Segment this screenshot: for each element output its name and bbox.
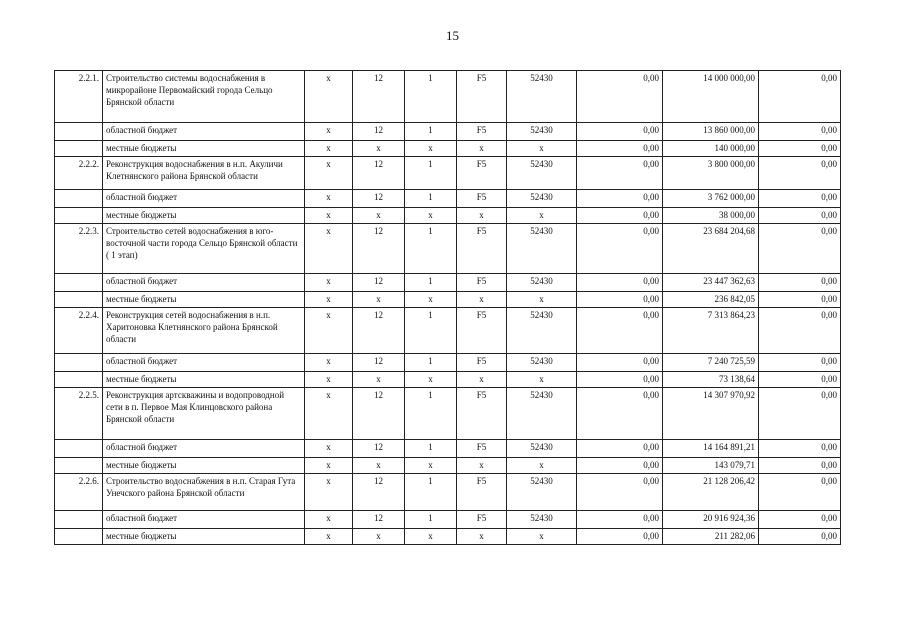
cell-code-5: 52430 — [507, 190, 577, 208]
budget-table-container — [54, 70, 840, 545]
cell-amount-3: 0,00 — [759, 372, 841, 388]
cell-code-2: 12 — [353, 511, 405, 529]
cell-code-3: x — [405, 458, 457, 474]
cell-code-3: x — [405, 208, 457, 224]
cell-amount-2: 143 079,71 — [663, 458, 759, 474]
cell-item-number: 2.2.2. — [55, 157, 103, 190]
cell-amount-1: 0,00 — [577, 123, 663, 141]
cell-amount-2: 13 860 000,00 — [663, 123, 759, 141]
cell-code-5: 52430 — [507, 440, 577, 458]
cell-amount-3: 0,00 — [759, 474, 841, 511]
cell-code-2: 12 — [353, 157, 405, 190]
cell-item-number — [55, 190, 103, 208]
cell-code-5: x — [507, 141, 577, 157]
cell-code-4: F5 — [457, 190, 507, 208]
table-row — [55, 224, 841, 274]
cell-code-1: x — [305, 190, 353, 208]
cell-amount-2: 236 842,05 — [663, 292, 759, 308]
cell-code-4: x — [457, 372, 507, 388]
cell-item-name: Строительство сетей водоснабжения в юго-восточной части города Сельцо Брянской области ( 1 этап) — [103, 224, 305, 274]
cell-item-name: местные бюджеты — [103, 529, 305, 545]
cell-code-3: 1 — [405, 190, 457, 208]
cell-amount-1: 0,00 — [577, 308, 663, 354]
cell-code-3: x — [405, 292, 457, 308]
cell-code-4: x — [457, 292, 507, 308]
table-row — [55, 308, 841, 354]
cell-amount-2: 20 916 924,36 — [663, 511, 759, 529]
cell-code-3: 1 — [405, 157, 457, 190]
cell-code-4: F5 — [457, 474, 507, 511]
cell-item-number: 2.2.4. — [55, 308, 103, 354]
cell-amount-1: 0,00 — [577, 388, 663, 440]
cell-amount-1: 0,00 — [577, 372, 663, 388]
cell-amount-3: 0,00 — [759, 292, 841, 308]
cell-amount-1: 0,00 — [577, 224, 663, 274]
cell-code-4: F5 — [457, 157, 507, 190]
cell-code-4: F5 — [457, 123, 507, 141]
cell-amount-2: 7 240 725,59 — [663, 354, 759, 372]
cell-item-number — [55, 440, 103, 458]
cell-code-2: 12 — [353, 71, 405, 123]
cell-code-2: x — [353, 529, 405, 545]
cell-amount-2: 38 000,00 — [663, 208, 759, 224]
cell-item-number: 2.2.1. — [55, 71, 103, 123]
table-row — [55, 292, 841, 308]
cell-amount-3: 0,00 — [759, 224, 841, 274]
cell-item-name: местные бюджеты — [103, 208, 305, 224]
cell-code-3: 1 — [405, 308, 457, 354]
table-row — [55, 388, 841, 440]
cell-amount-1: 0,00 — [577, 474, 663, 511]
cell-item-name: Реконструкция сетей водоснабжения в н.п. Харитоновка Клетнянского района Брянской области — [103, 308, 305, 354]
cell-amount-2: 14 000 000,00 — [663, 71, 759, 123]
table-row — [55, 529, 841, 545]
table-row — [55, 141, 841, 157]
cell-code-2: x — [353, 208, 405, 224]
cell-item-name: областной бюджет — [103, 511, 305, 529]
cell-code-4: x — [457, 141, 507, 157]
cell-code-3: 1 — [405, 440, 457, 458]
cell-code-4: F5 — [457, 308, 507, 354]
table-row — [55, 190, 841, 208]
cell-code-1: x — [305, 71, 353, 123]
cell-amount-2: 3 800 000,00 — [663, 157, 759, 190]
cell-code-2: 12 — [353, 224, 405, 274]
cell-code-1: x — [305, 308, 353, 354]
cell-amount-1: 0,00 — [577, 440, 663, 458]
cell-item-name: местные бюджеты — [103, 458, 305, 474]
cell-amount-3: 0,00 — [759, 141, 841, 157]
cell-amount-1: 0,00 — [577, 157, 663, 190]
cell-amount-1: 0,00 — [577, 274, 663, 292]
cell-code-5: x — [507, 529, 577, 545]
cell-item-number — [55, 208, 103, 224]
cell-code-5: 52430 — [507, 354, 577, 372]
cell-code-5: 52430 — [507, 123, 577, 141]
cell-code-3: 1 — [405, 71, 457, 123]
cell-item-number: 2.2.3. — [55, 224, 103, 274]
cell-item-name: Строительство системы водоснабжения в микрорайоне Первомайский города Сельцо Брянской области — [103, 71, 305, 123]
cell-amount-1: 0,00 — [577, 71, 663, 123]
cell-code-2: x — [353, 372, 405, 388]
cell-item-number: 2.2.5. — [55, 388, 103, 440]
cell-item-name: местные бюджеты — [103, 292, 305, 308]
cell-amount-3: 0,00 — [759, 71, 841, 123]
cell-amount-2: 7 313 864,23 — [663, 308, 759, 354]
cell-code-1: x — [305, 458, 353, 474]
cell-amount-1: 0,00 — [577, 511, 663, 529]
cell-code-4: F5 — [457, 354, 507, 372]
cell-code-4: F5 — [457, 440, 507, 458]
cell-amount-3: 0,00 — [759, 208, 841, 224]
cell-amount-1: 0,00 — [577, 208, 663, 224]
table-row — [55, 458, 841, 474]
cell-item-number — [55, 123, 103, 141]
cell-code-3: x — [405, 529, 457, 545]
cell-code-1: x — [305, 141, 353, 157]
table-row — [55, 208, 841, 224]
cell-code-1: x — [305, 372, 353, 388]
table-row — [55, 157, 841, 190]
cell-code-3: 1 — [405, 474, 457, 511]
table-row — [55, 474, 841, 511]
cell-amount-3: 0,00 — [759, 308, 841, 354]
budget-table — [54, 70, 841, 545]
cell-code-2: 12 — [353, 123, 405, 141]
cell-item-name: Строительство водоснабжения в н.п. Старая Гута Унечского района Брянской области — [103, 474, 305, 511]
cell-code-1: x — [305, 388, 353, 440]
cell-code-4: x — [457, 529, 507, 545]
cell-code-4: F5 — [457, 511, 507, 529]
cell-amount-3: 0,00 — [759, 511, 841, 529]
cell-code-3: 1 — [405, 388, 457, 440]
cell-code-3: 1 — [405, 511, 457, 529]
cell-amount-3: 0,00 — [759, 123, 841, 141]
cell-amount-1: 0,00 — [577, 529, 663, 545]
cell-code-1: x — [305, 274, 353, 292]
cell-code-1: x — [305, 208, 353, 224]
cell-item-number — [55, 141, 103, 157]
cell-code-1: x — [305, 474, 353, 511]
cell-code-3: 1 — [405, 274, 457, 292]
cell-code-5: 52430 — [507, 71, 577, 123]
cell-code-5: x — [507, 372, 577, 388]
cell-code-5: 52430 — [507, 157, 577, 190]
table-row — [55, 274, 841, 292]
table-row — [55, 372, 841, 388]
cell-amount-2: 14 307 970,92 — [663, 388, 759, 440]
cell-code-5: 52430 — [507, 388, 577, 440]
cell-amount-3: 0,00 — [759, 388, 841, 440]
cell-code-5: 52430 — [507, 511, 577, 529]
cell-item-number — [55, 529, 103, 545]
cell-code-2: x — [353, 141, 405, 157]
cell-amount-2: 21 128 206,42 — [663, 474, 759, 511]
cell-amount-2: 23 684 204,68 — [663, 224, 759, 274]
cell-amount-2: 3 762 000,00 — [663, 190, 759, 208]
cell-code-5: 52430 — [507, 474, 577, 511]
cell-code-1: x — [305, 440, 353, 458]
cell-code-2: 12 — [353, 440, 405, 458]
cell-code-5: 52430 — [507, 274, 577, 292]
cell-code-2: 12 — [353, 308, 405, 354]
cell-item-number — [55, 274, 103, 292]
cell-code-3: 1 — [405, 224, 457, 274]
page-number: 15 — [446, 28, 459, 43]
cell-amount-3: 0,00 — [759, 274, 841, 292]
cell-code-1: x — [305, 292, 353, 308]
cell-item-number — [55, 354, 103, 372]
cell-amount-3: 0,00 — [759, 157, 841, 190]
cell-item-name: местные бюджеты — [103, 141, 305, 157]
cell-item-name: областной бюджет — [103, 354, 305, 372]
cell-item-name: областной бюджет — [103, 123, 305, 141]
cell-item-name: Реконструкция артскважины и водопроводной сети в п. Первое Мая Клинцовского района Брянской области — [103, 388, 305, 440]
cell-code-5: x — [507, 208, 577, 224]
cell-code-3: 1 — [405, 123, 457, 141]
cell-item-number: 2.2.6. — [55, 474, 103, 511]
cell-item-number — [55, 511, 103, 529]
cell-item-number — [55, 458, 103, 474]
cell-code-4: F5 — [457, 71, 507, 123]
cell-code-3: x — [405, 141, 457, 157]
cell-code-4: x — [457, 208, 507, 224]
cell-code-4: F5 — [457, 274, 507, 292]
cell-code-4: F5 — [457, 388, 507, 440]
cell-code-3: x — [405, 372, 457, 388]
cell-code-5: 52430 — [507, 308, 577, 354]
cell-code-5: x — [507, 292, 577, 308]
table-row — [55, 511, 841, 529]
cell-code-3: 1 — [405, 354, 457, 372]
cell-amount-2: 140 000,00 — [663, 141, 759, 157]
cell-item-name: областной бюджет — [103, 274, 305, 292]
table-row — [55, 440, 841, 458]
cell-amount-2: 73 138,64 — [663, 372, 759, 388]
cell-amount-3: 0,00 — [759, 458, 841, 474]
cell-code-1: x — [305, 224, 353, 274]
cell-amount-3: 0,00 — [759, 354, 841, 372]
cell-code-2: 12 — [353, 190, 405, 208]
table-row — [55, 71, 841, 123]
cell-code-2: 12 — [353, 388, 405, 440]
cell-item-name: областной бюджет — [103, 440, 305, 458]
cell-amount-2: 211 282,06 — [663, 529, 759, 545]
cell-code-2: x — [353, 458, 405, 474]
cell-amount-1: 0,00 — [577, 190, 663, 208]
cell-amount-3: 0,00 — [759, 190, 841, 208]
cell-amount-2: 23 447 362,63 — [663, 274, 759, 292]
cell-amount-1: 0,00 — [577, 354, 663, 372]
cell-amount-1: 0,00 — [577, 292, 663, 308]
cell-code-2: x — [353, 292, 405, 308]
cell-code-1: x — [305, 529, 353, 545]
cell-amount-2: 14 164 891,21 — [663, 440, 759, 458]
cell-code-5: x — [507, 458, 577, 474]
cell-item-number — [55, 372, 103, 388]
cell-amount-1: 0,00 — [577, 141, 663, 157]
cell-item-name: местные бюджеты — [103, 372, 305, 388]
cell-code-2: 12 — [353, 354, 405, 372]
cell-code-1: x — [305, 157, 353, 190]
cell-code-2: 12 — [353, 274, 405, 292]
cell-code-4: x — [457, 458, 507, 474]
cell-code-5: 52430 — [507, 224, 577, 274]
cell-item-name: областной бюджет — [103, 190, 305, 208]
cell-code-1: x — [305, 123, 353, 141]
cell-amount-3: 0,00 — [759, 529, 841, 545]
table-body — [55, 71, 841, 545]
table-row — [55, 354, 841, 372]
cell-code-1: x — [305, 511, 353, 529]
cell-amount-3: 0,00 — [759, 440, 841, 458]
cell-code-4: F5 — [457, 224, 507, 274]
table-row — [55, 123, 841, 141]
cell-item-name: Реконструкция водоснабжения в н.п. Акуличи Клетнянского района Брянской области — [103, 157, 305, 190]
cell-code-2: 12 — [353, 474, 405, 511]
cell-code-1: x — [305, 354, 353, 372]
cell-amount-1: 0,00 — [577, 458, 663, 474]
cell-item-number — [55, 292, 103, 308]
